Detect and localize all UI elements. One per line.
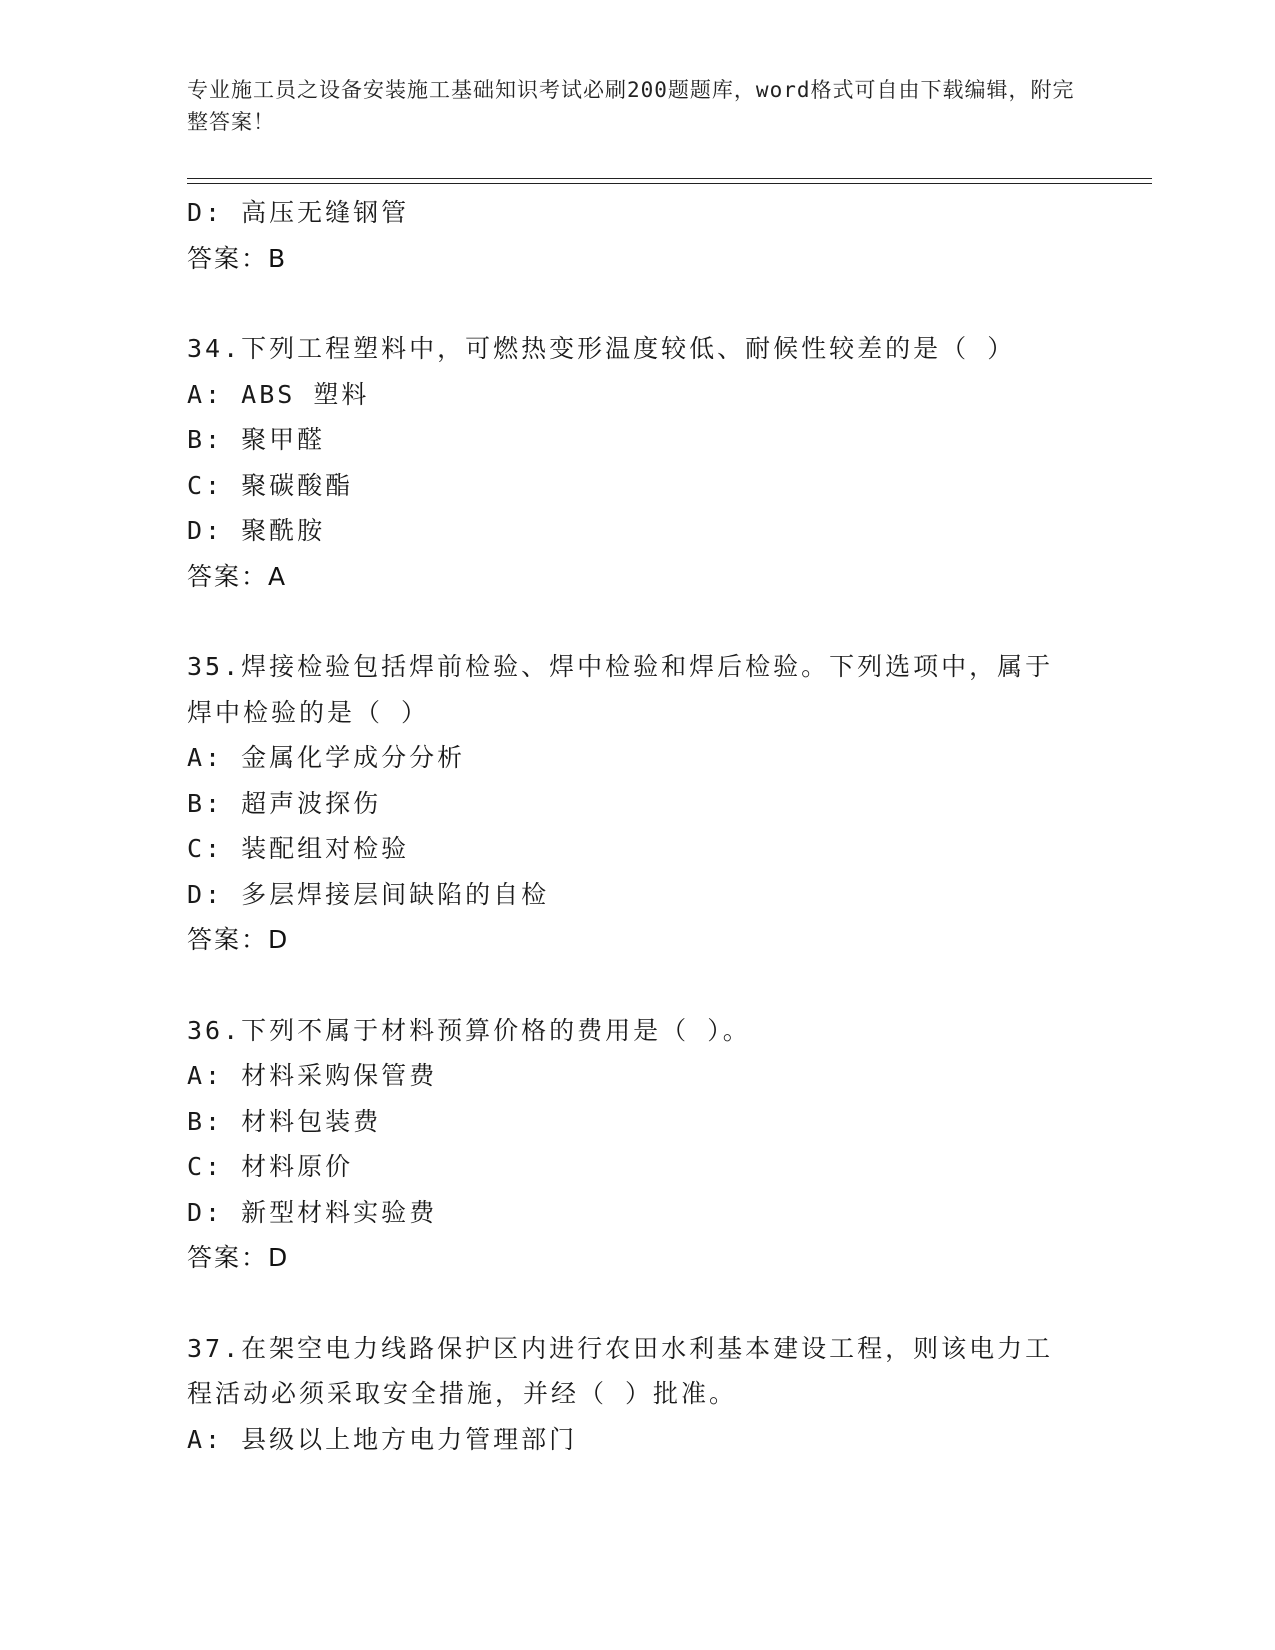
question-answer: 答案：D [187, 925, 290, 954]
question-option: D: 多层焊接层间缺陷的自检 [187, 879, 550, 909]
question-option: C: 装配组对检验 [187, 834, 410, 863]
question-answer: 答案：A [187, 561, 288, 591]
question-text: 35.焊接检验包括焊前检验、焊中检验和焊后检验。下列选项中，属于焊中检验的是（ ） [187, 652, 1054, 727]
header-divider-bottom [187, 183, 1152, 184]
document-header: 专业施工员之设备安装施工基础知识考试必刷200题题库，word格式可自由下载编辑，附完整答案！ [187, 78, 1075, 134]
question-option: D: 高压无缝钢管 [187, 198, 410, 227]
header-divider-top [187, 178, 1152, 179]
question-option: B: 材料包装费 [187, 1106, 382, 1136]
question-option: B: 聚甲醛 [187, 425, 326, 454]
question-answer: 答案：B [187, 243, 288, 273]
question-option: B: 超声波探伤 [187, 788, 382, 818]
question-list [187, 190, 1087, 1462]
question-text: 37.在架空电力线路保护区内进行农田水利基本建设工程，则该电力工程活动必须采取安全措施，并经（ ）批准。 [187, 1333, 1054, 1408]
question-answer: 答案：D [187, 1243, 290, 1272]
question-text: 36.下列不属于材料预算价格的费用是（ ）。 [187, 1015, 751, 1045]
question-option: D: 新型材料实验费 [187, 1197, 438, 1227]
question-option: A: ABS 塑料 [187, 379, 370, 409]
question-text: 34.下列工程塑料中，可燃热变形温度较低、耐候性较差的是（ ） [187, 334, 1016, 363]
question-option: C: 材料原价 [187, 1152, 354, 1181]
question-option: D: 聚酰胺 [187, 516, 326, 545]
question-option: A: 材料采购保管费 [187, 1061, 438, 1090]
question-option: A: 县级以上地方电力管理部门 [187, 1424, 578, 1454]
question-option: A: 金属化学成分分析 [187, 743, 466, 772]
question-option: C: 聚碳酸酯 [187, 470, 354, 500]
